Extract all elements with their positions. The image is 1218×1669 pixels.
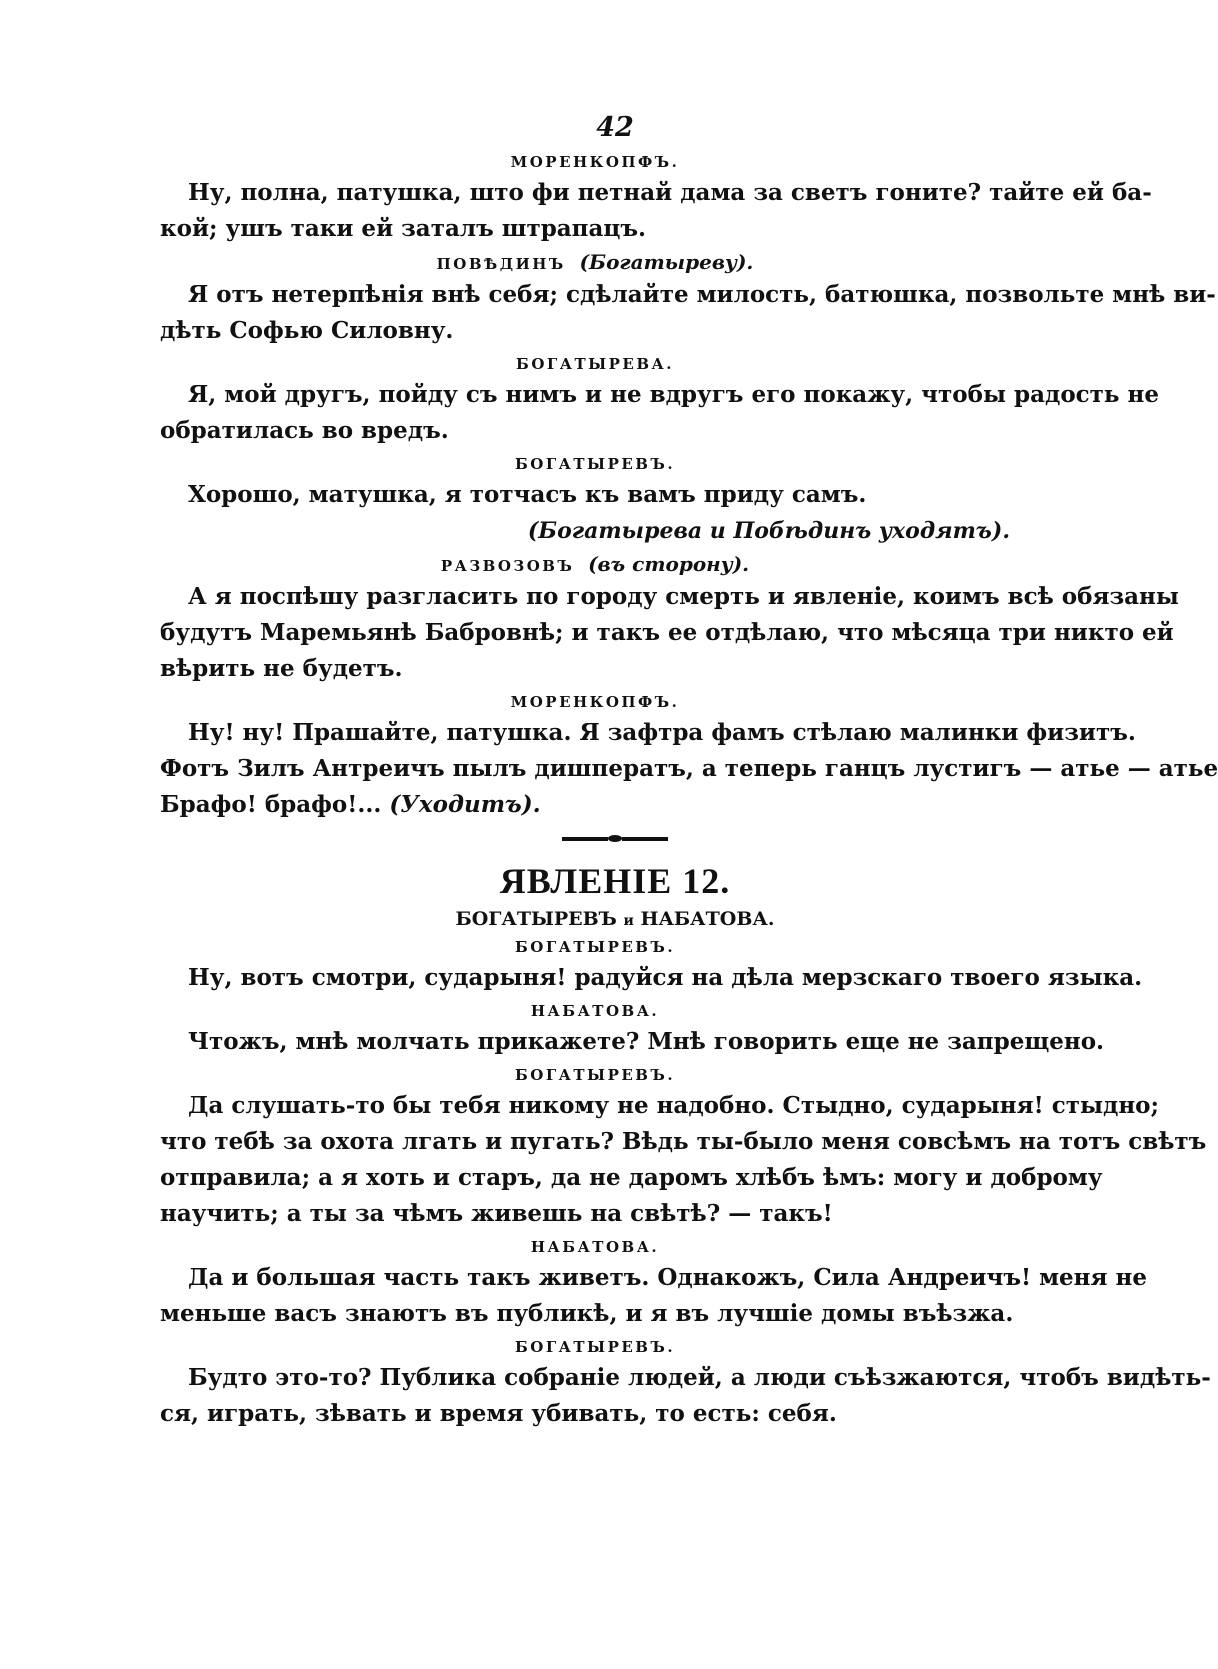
- speech-line: Да и большая часть такъ живетъ. Однакожъ, Сила Андреичъ! меня не: [188, 1264, 1147, 1291]
- speech-text: [160, 277, 1216, 349]
- divider-ornament: [608, 835, 622, 842]
- speech-line: Фотъ Зилъ Антреичъ пылъ дишператъ, а теперь ганцъ лустигъ — атье — атье: [160, 755, 1218, 782]
- speech-line: Я, мой другъ, пойду съ нимъ и не вдругъ его покажу, чтобы радость не: [188, 381, 1159, 408]
- speaker-name: ПОВѢДИНЪ: [436, 255, 566, 273]
- divider-bar: [562, 837, 608, 841]
- scene-person: БОГАТЫРЕВЪ: [455, 908, 617, 930]
- speech-line: отправила; а я хоть и старъ, да не даромъ хлѣбъ ѣмъ: могу и доброму: [160, 1164, 1103, 1191]
- speaker-name: РАЗВОЗОВЪ: [440, 557, 575, 575]
- speaker-name: МОРЕНКОПФЪ.: [510, 153, 680, 171]
- scene-person: НАБАТОВА.: [640, 908, 775, 930]
- speech-line: вѣрить не будетъ.: [160, 655, 403, 682]
- speaker-name: БОГАТЫРЕВЪ.: [514, 1338, 676, 1356]
- speech-last-line: [160, 787, 1030, 823]
- speaker-heading: [160, 251, 1030, 275]
- speech-text: [160, 1260, 1147, 1332]
- speech-line: кой; ушъ таки ей заталъ штрапацъ.: [160, 215, 647, 242]
- speech-line: что тебѣ за охота лгать и пугать? Вѣдь ты-было меня совсѣмъ на тотъ свѣтъ: [160, 1128, 1207, 1155]
- speech-text: [160, 1360, 1211, 1432]
- scene-title: ЯВЛЕНІЕ 12.: [499, 861, 731, 901]
- page-number: 42: [596, 112, 634, 143]
- speech-text: [160, 960, 1143, 996]
- speech-line: научить; а ты за чѣмъ живешь на свѣтѣ? — такъ!: [160, 1200, 833, 1227]
- speaker-name: БОГАТЫРЕВЪ.: [514, 455, 676, 473]
- speech-text: [160, 377, 1159, 449]
- scene-persons-conjunction: и: [623, 913, 634, 929]
- speech-line: обратилась во вредъ.: [160, 417, 449, 444]
- scene-persons: [160, 908, 1030, 930]
- stage-direction: (Богатырева и Побѣдинъ уходятъ).: [527, 518, 1010, 544]
- speech-text: [160, 477, 1030, 513]
- speech-line: Да слушать-то бы тебя никому не надобно. Стыдно, сударыня! стыдно;: [188, 1092, 1159, 1119]
- speech-line: Чтожъ, мнѣ молчать прикажете? Мнѣ говорить еще не запрещено.: [188, 1028, 1105, 1055]
- stage-direction: (Богатыреву).: [579, 250, 754, 274]
- speech-line: Брафо! брафо!...: [160, 791, 382, 818]
- book-page: [160, 112, 1218, 1432]
- speaker-heading: [160, 553, 1030, 577]
- speech-text: [160, 579, 1179, 687]
- speech-text: [160, 715, 1218, 823]
- speech-text: [160, 1088, 1207, 1232]
- speech-line: меньше васъ знаютъ въ публикѣ, и я въ лучшіе домы въѣзжа.: [160, 1300, 1014, 1327]
- speech-line: Хорошо, матушка, я тотчасъ къ вамъ приду самъ.: [188, 481, 867, 508]
- speaker-name: НАБАТОВА.: [530, 1002, 660, 1020]
- speech-line: Ну! ну! Прашайте, патушка. Я зафтра фамъ стѣлаю малинки физитъ.: [188, 719, 1136, 746]
- speech-line: Ну, вотъ смотри, сударыня! радуйся на дѣла мерзскаго твоего языка.: [188, 964, 1143, 991]
- speaker-name: БОГАТЫРЕВЪ.: [514, 1066, 676, 1084]
- divider-bar: [622, 837, 668, 841]
- stage-direction: (въ сторону).: [588, 552, 750, 576]
- speech-text: [160, 175, 1152, 247]
- section-divider: [160, 835, 1030, 842]
- speech-text: [160, 1024, 1105, 1060]
- speech-line: будутъ Маремьянѣ Бабровнѣ; и такъ ее отдѣлаю, что мѣсяца три никто ей: [160, 619, 1174, 646]
- speech-line: Ну, полна, патушка, што фи петнай дама за светъ гоните? тайте ей ба-: [188, 179, 1152, 206]
- speaker-name: МОРЕНКОПФЪ.: [510, 693, 680, 711]
- speaker-name: БОГАТЫРЕВЪ.: [514, 938, 676, 956]
- speech-line: А я поспѣшу разгласить по городу смерть и явленіе, коимъ всѣ обязаны: [188, 583, 1179, 610]
- speaker-name: НАБАТОВА.: [530, 1238, 660, 1256]
- speech-line: дѣть Софью Силовну.: [160, 317, 454, 344]
- stage-direction: (Уходитъ).: [389, 791, 541, 818]
- speech-line: Будто это-то? Публика собраніе людей, а люди съѣзжаются, чтобъ видѣть-: [188, 1364, 1211, 1391]
- speaker-name: БОГАТЫРЕВА.: [516, 355, 674, 373]
- speech-line: ся, играть, зѣвать и время убивать, то есть: себя.: [160, 1400, 837, 1427]
- speech-line: Я отъ нетерпѣнія внѣ себя; сдѣлайте милость, батюшка, позвольте мнѣ ви-: [188, 281, 1216, 308]
